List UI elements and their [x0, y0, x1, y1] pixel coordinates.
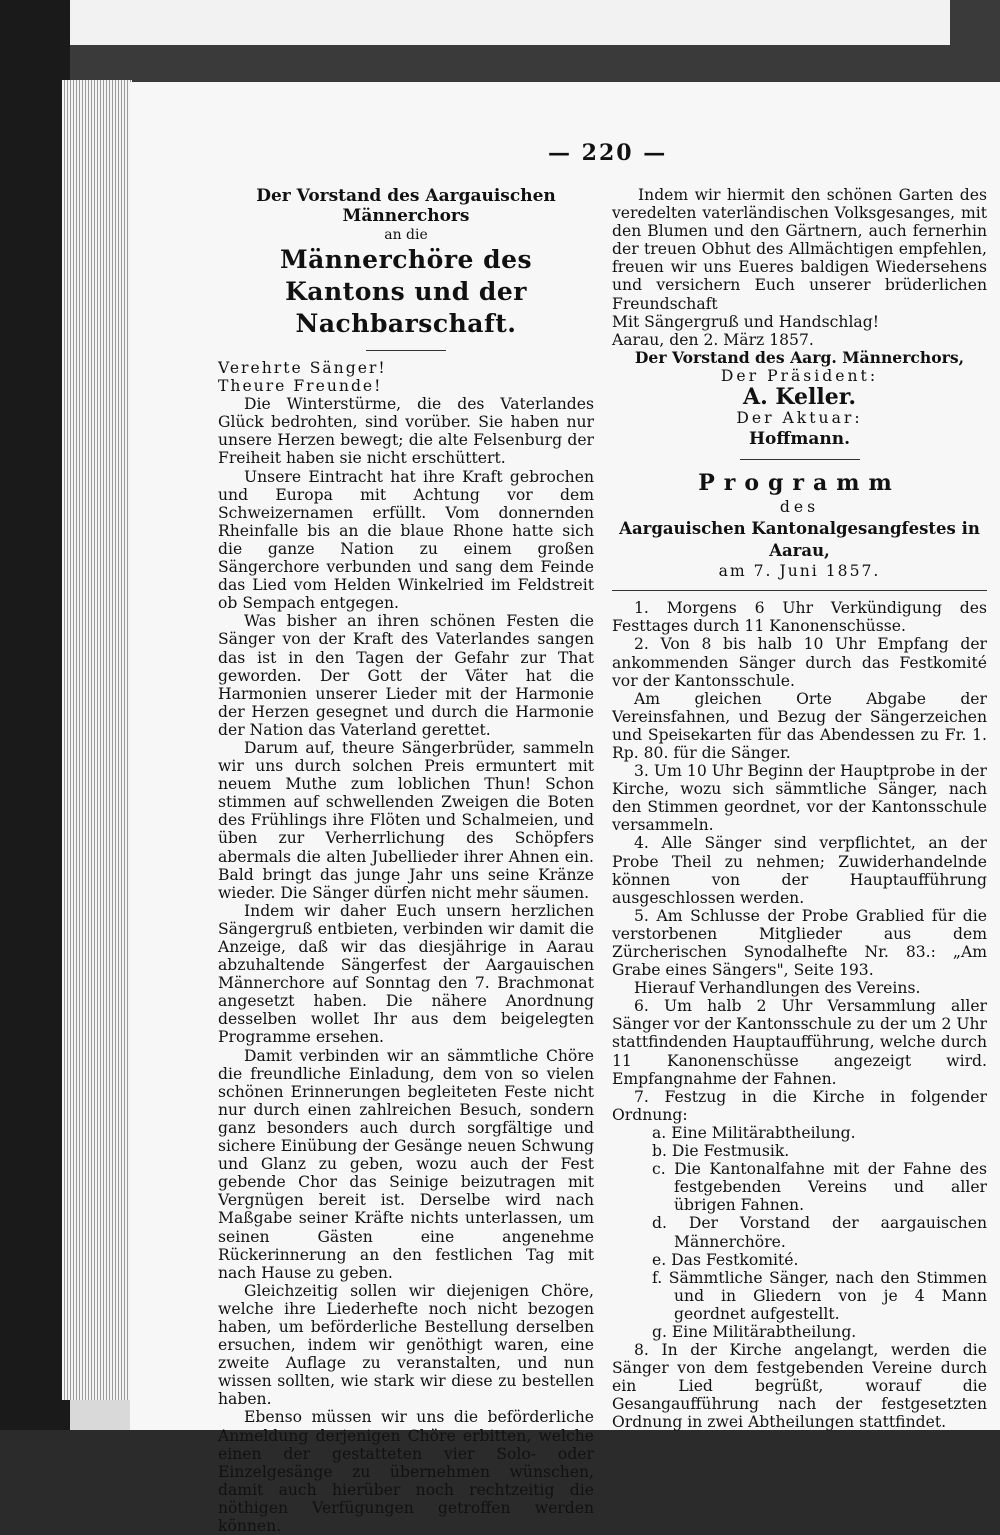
program-item: 5. Am Schlusse der Probe Grablied für die verstorbenen Mitglieder aus dem Zürcherischen Synodalhefte Nr. 83.: „Am Grabe eines Sängers", Seite 193.: [612, 906, 987, 980]
heading-line2: Männerchöre des Kantons und der: [279, 245, 533, 306]
program-item: 8. In der Kirche angelangt, werden die Sänger von dem festgebenden Vereine durch ein Lied begrüßt, worauf die Gesangaufführung nach der festgesetzten Ordnung in zwei Abtheilungen stattfindet.: [612, 1341, 987, 1432]
program-item: Hierauf Verhandlungen des Vereins.: [634, 979, 921, 998]
program-subitem: b. Die Festmusik.: [652, 1142, 790, 1161]
program-subitem: c. Die Kantonalfahne mit der Fahne des festgebenden Vereins und aller übrigen Fahnen.: [652, 1160, 987, 1215]
heading-line1: Der Vorstand des Aargauischen Männerchors: [256, 186, 556, 226]
role-president: Der Präsident:: [720, 366, 879, 385]
program-subitem: g. Eine Militärabtheilung.: [652, 1322, 857, 1341]
greeting1: Verehrte Sänger!: [218, 359, 387, 377]
program-subitem: a. Eine Militärabtheilung.: [652, 1123, 856, 1142]
paragraph: Ebenso müssen wir uns die beförderliche Anmeldung derjenigen Chöre erbitten, welche einen der gestatteten vier Solo- oder Einzelgesänge zu übernehmen wünschen, damit auch hierüber noch rechtzeitig die nöthigen Verfügungen getroffen werden können.: [218, 1408, 594, 1535]
divider: [366, 350, 446, 351]
paragraph: Die Winterstürme, die des Vaterlandes Glück bedrohten, sind vorüber. Sie haben nur unsere Herzen bewegt; die alte Felsenburg der Freiheit haben sie nicht erschüttert.: [218, 395, 594, 468]
program-date: am 7. Juni 1857.: [718, 562, 881, 581]
left-column: [218, 186, 594, 1535]
name-president: A. Keller.: [743, 384, 856, 411]
heading-an: an die: [384, 227, 428, 243]
paragraph: Indem wir daher Euch unsern herzlichen Sängergruß entbieten, verbinden wir damit die Anzeige, daß wir das diesjährige in Aarau abzuhaltende Sängerfest der Aargauischen Männerchore auf Sonntag den 7. Brachmonat angesetzt haben. Die nähere Anordnung desselben wollet Ihr aus dem beigelegten Programme ersehen.: [218, 901, 594, 1047]
program-item: 7. Festzug in die Kirche in folgender Ordnung:: [612, 1087, 987, 1124]
program-item: Am gleichen Orte Abgabe der Vereinsfahnen, und Bezug der Sängerzeichen und Speisekarten für das Abendessen zu Fr. 1. Rp. 80. für die Sänger.: [612, 689, 987, 762]
place-date: Aarau, den 2. März 1857.: [612, 330, 814, 349]
paragraph: Damit verbinden wir an sämmtliche Chöre die freundliche Einladung, dem von so vielen schönen Erinnerungen begleiteten Feste nicht nur durch einen zahlreichen Besuch, sondern ganz besonders auch durch sorgfältige und sichere Einübung der Gesänge neuen Schwung und Glanz zu geben, wozu auch der Fest gebende Chor das Seinige beizutragen mit Vergnügen bereit ist. Derselbe wird nach Maßgabe seiner Kräfte nichts unterlassen, um seinen Gästen eine angenehme Rückerinnerung an den festlichen Tag mit nach Hause zu geben.: [218, 1046, 594, 1282]
paragraph: Was bisher an ihren schönen Festen die Sänger von der Kraft des Vaterlandes sangen das ist in den Tagen der Gefahr zur That geworden. Der Gott der Väter hat die Harmonien unserer Lieder mit der Harmonie der Herzen gesegnet und durch die Harmonie der Nation das Vaterland gerettet.: [218, 612, 594, 739]
closing: Mit Sängergruß und Handschlag!: [612, 312, 879, 331]
divider: [740, 459, 860, 460]
role-aktuar: Der Aktuar:: [736, 409, 863, 428]
heading-line3: Nachbarschaft.: [295, 309, 517, 338]
paragraph: Gleichzeitig sollen wir diejenigen Chöre, welche ihre Liederhefte noch nicht bezogen haben, um beförderliche Bestellung derselben ersuchen, indem wir genöthigt waren, eine zweite Auflage zu veranstalten, und nun wissen sollten, wie stark wir diese zu bestellen haben.: [218, 1281, 594, 1409]
paragraph: Darum auf, theure Sängerbrüder, sammeln wir uns durch solchen Preis ermuntert mit neuem Muthe zum loblichen Thun! Schon stimmen auf schwellenden Zweigen die Boten des Frühlings ihre Flöten und Schalmeien, und üben zur Verherrlichung des Schöpfers abermals die alten Jubellieder ihrer Ahnen ein. Bald bringt das junge Jahr uns seine Kränze wieder. Die Sänger dürfen nicht mehr säumen.: [218, 738, 594, 902]
program-title: Programm: [698, 470, 901, 497]
program-item: 3. Um 10 Uhr Beginn der Hauptprobe in der Kirche, wozu sich sämmtliche Sänger, nach den Stimmen geordnet, vor der Kantonsschule versammeln.: [612, 762, 987, 835]
program-item: 2. Von 8 bis halb 10 Uhr Empfang der ankommenden Sänger durch das Festkomité vor der Kantonsschule.: [612, 635, 987, 690]
program-item: 4. Alle Sänger sind verpflichtet, an der Probe Theil zu nehmen; Zuwiderhandelnde können von der Hauptaufführung ausgeschlossen werden.: [612, 834, 987, 907]
program-subitem: e. Das Festkomité.: [652, 1250, 799, 1269]
program-des: des: [779, 498, 820, 517]
program-subitem: f. Sämmtliche Sänger, nach den Stimmen und in Gliedern von je 4 Mann geordnet aufgestellt.: [652, 1268, 987, 1323]
name-aktuar: Hoffmann.: [749, 429, 850, 450]
page-edges: [62, 80, 132, 1400]
right-column: [612, 186, 987, 1432]
divider: [612, 590, 987, 591]
program-subitem: d. Der Vorstand der aargauischen Männerchöre.: [652, 1214, 987, 1251]
top-binding-strip: [0, 0, 1000, 82]
book-spine: [0, 0, 70, 1430]
intro-paragraph: Indem wir hiermit den schönen Garten des veredelten vaterländischen Volksgesanges, mit den Blumen und den Gärtnern, auch fernerhin der treuen Obhut des Allmächtigen empfehlen, freuen wir uns Eueres baldigen Wiedersehens und versichern Euch unserer brüderlichen Freundschaft: [612, 186, 987, 313]
greeting2: Theure Freunde!: [218, 377, 383, 396]
program-item: 1. Morgens 6 Uhr Verkündigung des Festtages durch 11 Kanonenschüsse.: [612, 599, 987, 636]
program-item: 6. Um halb 2 Uhr Versammlung aller Sänger vor der Kantonsschule zu der um 2 Uhr stattfindenden Hauptaufführung, welche durch 11 Kanonenschüsse angezeigt wird. Empfangnahme der Fahnen.: [612, 997, 987, 1088]
signature-org: Der Vorstand des Aarg. Männerchors,: [634, 347, 965, 367]
program-event: Aargauischen Kantonalgesangfestes in Aarau,: [619, 519, 980, 561]
page-number: — 220 —: [548, 140, 668, 166]
paragraph: Unsere Eintracht hat ihre Kraft gebrochen und Europa mit Achtung vor dem Schweizernamen erfüllt. Vom donnernden Rheinfalle bis an die blaue Rhone hatte sich die ganze Nation zu einem großen Sängerchore verbunden und sang dem Feinde das Lied vom Helden Winkelried im Feldstreit ob Sempach entgegen.: [218, 467, 594, 613]
